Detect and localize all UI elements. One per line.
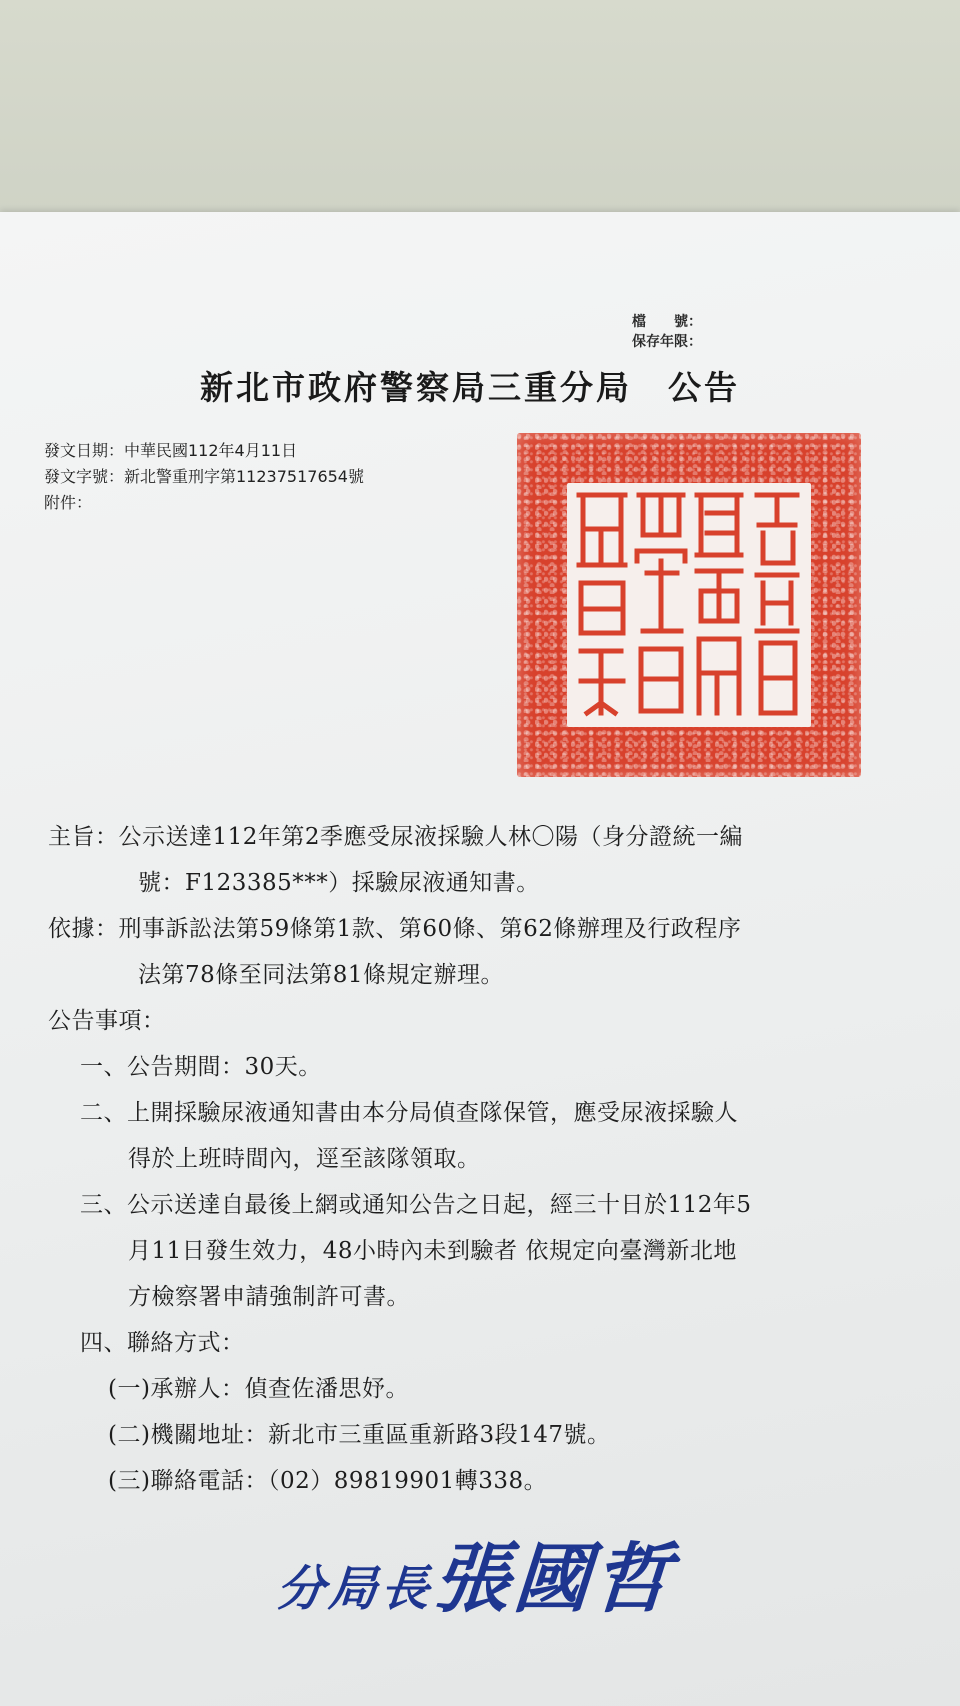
notice-item-2-line-2: 得於上班時間內，逕至該隊領取。 — [128, 1146, 481, 1172]
signature-title: 分局長 — [274, 1561, 435, 1617]
notice-item-1: 一、公告期間：30天。 — [80, 1054, 322, 1080]
document-title: 新北市政府警察局三重分局 公告 — [200, 368, 740, 407]
subject-line-2: 號：F123385***）採驗尿液通知書。 — [138, 870, 540, 896]
basis-line-1: 依據：刑事訴訟法第59條第1款、第60條、第62條辦理及行政程序 — [48, 916, 742, 942]
attachment-label: 附件： — [44, 493, 93, 512]
file-number-label: 檔 號： — [632, 314, 702, 330]
contact-officer: (一)承辦人：偵查佐潘思妤。 — [108, 1376, 409, 1402]
notice-heading: 公告事項： — [48, 1008, 166, 1034]
issue-date: 發文日期：中華民國112年4月11日 — [44, 441, 298, 460]
subject-line-1: 主旨：公示送達112年第2季應受尿液採驗人林〇陽（身分證統一編 — [48, 824, 744, 850]
contact-phone: (三)聯絡電話：（02）89819901轉338。 — [108, 1468, 548, 1494]
notice-item-3-line-3: 方檢察署申請強制許可書。 — [128, 1284, 410, 1310]
basis-line-2: 法第78條至同法第81條規定辦理。 — [138, 962, 505, 988]
seal-glyphs-icon — [567, 483, 811, 727]
seal-inner-field — [567, 483, 811, 727]
signature — [274, 1518, 678, 1627]
notice-item-3-line-2: 月11日發生效力，48小時內未到驗者 依規定向臺灣新北地 — [128, 1238, 737, 1264]
official-seal-icon — [517, 433, 861, 777]
signature-name: 張國哲 — [430, 1534, 677, 1623]
retention-period-label: 保存年限： — [632, 334, 702, 350]
notice-item-2-line-1: 二、上開採驗尿液通知書由本分局偵查隊保管，應受尿液採驗人 — [80, 1100, 738, 1126]
contact-address: (二)機關地址：新北市三重區重新路3段147號。 — [108, 1422, 611, 1448]
notice-item-3-line-1: 三、公示送達自最後上網或通知公告之日起，經三十日於112年5 — [80, 1192, 752, 1218]
notice-item-4: 四、聯絡方式： — [80, 1330, 245, 1356]
background-wall — [0, 0, 960, 215]
issue-number: 發文字號：新北警重刑字第11237517654號 — [44, 467, 364, 486]
